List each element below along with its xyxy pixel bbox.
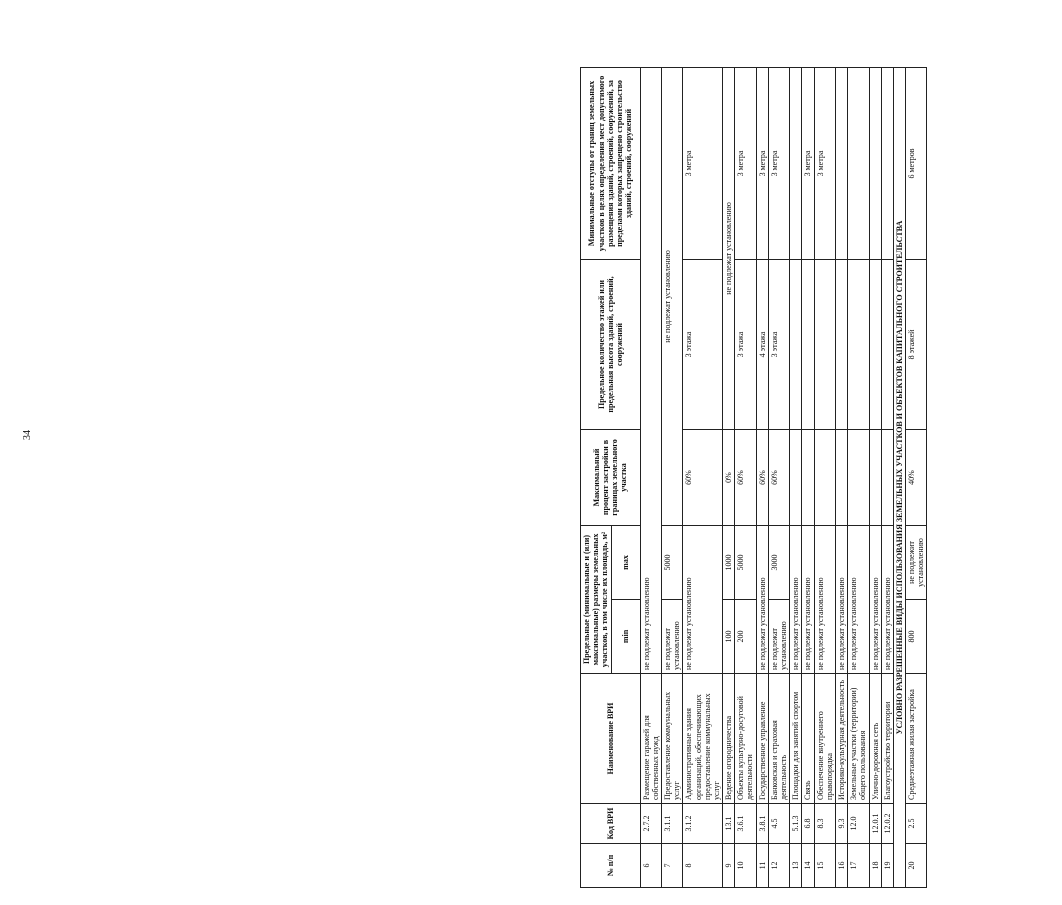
cell-name: Благоустройство территории bbox=[881, 674, 893, 804]
cell-max: не подлежит установлению bbox=[906, 526, 927, 600]
cell-build: 40% bbox=[906, 430, 927, 526]
cell-max: 5000 bbox=[661, 526, 682, 600]
cell-num: 7 bbox=[661, 844, 682, 888]
cell-name: Предоставление коммунальных услуг bbox=[661, 674, 682, 804]
cell-floors bbox=[848, 260, 869, 430]
cell-name: Административные здания организаций, обеспечивающих предоставление коммунальных услуг bbox=[683, 674, 723, 804]
cell-name: Площадки для занятий спортом bbox=[790, 674, 802, 804]
cell-build bbox=[790, 430, 802, 526]
table-row bbox=[735, 68, 756, 888]
cell-num: 20 bbox=[906, 844, 927, 888]
cell-num: 13 bbox=[790, 844, 802, 888]
cell-num: 19 bbox=[881, 844, 893, 888]
cell-floors bbox=[835, 260, 847, 430]
header-num: № п/п bbox=[581, 844, 641, 888]
cell-code: 6.8 bbox=[802, 804, 814, 844]
cell-minmax: не подлежат установлению bbox=[790, 526, 802, 674]
table-row bbox=[835, 68, 847, 888]
table-row bbox=[906, 68, 927, 888]
cell-setback: 3 метра bbox=[735, 68, 756, 260]
cell-num: 16 bbox=[835, 844, 847, 888]
table-row bbox=[881, 68, 893, 888]
cell-floors bbox=[802, 260, 814, 430]
cell-setback: 6 метров bbox=[906, 68, 927, 260]
page-number: 34 bbox=[22, 430, 33, 440]
header-max: max bbox=[611, 526, 640, 600]
cell-merged: не подлежат установлению bbox=[661, 68, 682, 526]
cell-minmax: не подлежат установлению bbox=[802, 526, 814, 674]
cell-minmax: не подлежат установлению bbox=[683, 526, 723, 674]
cell-setback: 3 метра bbox=[756, 68, 768, 260]
cell-name: Государственное управление bbox=[756, 674, 768, 804]
cell-build bbox=[802, 430, 814, 526]
cell-num: 18 bbox=[869, 844, 881, 888]
cell-code: 12.0.2 bbox=[881, 804, 893, 844]
table-row bbox=[661, 68, 682, 888]
cell-minmax: не подлежат установлению bbox=[848, 526, 869, 674]
cell-code: 2.5 bbox=[906, 804, 927, 844]
header-code: Код ВРИ bbox=[581, 804, 641, 844]
cell-code: 2.7.2 bbox=[640, 804, 661, 844]
cell-num: 8 bbox=[683, 844, 723, 888]
cell-floors: 4 этажа bbox=[756, 260, 768, 430]
rotated-table-container bbox=[580, 68, 1062, 888]
section-title-row bbox=[893, 68, 905, 888]
cell-max: 5000 bbox=[735, 526, 756, 600]
cell-code: 8.3 bbox=[814, 804, 835, 844]
cell-min: 100 bbox=[723, 600, 735, 674]
cell-setback bbox=[881, 68, 893, 260]
cell-name: Банковская и страховая деятельность bbox=[768, 674, 789, 804]
cell-name: Историко-культурная деятельность bbox=[835, 674, 847, 804]
header-setback: Минимальные отступы от границ земельных участков в целях определения мест допустимого размещения зданий, строений, сооружений, за пределами которых запрещено строительство зданий, строений, сооружений bbox=[581, 68, 641, 260]
cell-build bbox=[869, 430, 881, 526]
cell-code: 3.8.1 bbox=[756, 804, 768, 844]
section-title: УСЛОВНО РАЗРЕШЕННЫЕ ВИДЫ ИСПОЛЬЗОВАНИЯ ЗЕМЕЛЬНЫХ УЧАСТКОВ И ОБЪЕКТОВ КАПИТАЛЬНОГО СТРОИТЕЛЬСТВА bbox=[893, 68, 905, 888]
cell-code: 3.1.2 bbox=[683, 804, 723, 844]
cell-setback bbox=[869, 68, 881, 260]
cell-min: не подлежат установлению bbox=[768, 600, 789, 674]
cell-code: 12.0.1 bbox=[869, 804, 881, 844]
cell-num: 17 bbox=[848, 844, 869, 888]
cell-merged: не подлежат установлению bbox=[723, 68, 735, 430]
cell-floors bbox=[790, 260, 802, 430]
table-row bbox=[723, 68, 735, 888]
cell-code: 5.1.3 bbox=[790, 804, 802, 844]
cell-minmax: не подлежат установлению bbox=[756, 526, 768, 674]
cell-max: 1000 bbox=[723, 526, 735, 600]
cell-floors bbox=[881, 260, 893, 430]
cell-build bbox=[835, 430, 847, 526]
cell-minmax: не подлежат установлению bbox=[869, 526, 881, 674]
regulations-table bbox=[580, 67, 927, 888]
cell-floors: 3 этажа bbox=[768, 260, 789, 430]
cell-min: 800 bbox=[906, 600, 927, 674]
cell-code: 3.1.1 bbox=[661, 804, 682, 844]
table-row bbox=[790, 68, 802, 888]
table-row bbox=[802, 68, 814, 888]
cell-code: 3.6.1 bbox=[735, 804, 756, 844]
cell-build bbox=[848, 430, 869, 526]
table-row bbox=[814, 68, 835, 888]
cell-name: Улично-дорожная сеть bbox=[869, 674, 881, 804]
cell-setback bbox=[835, 68, 847, 260]
cell-setback: 3 метра bbox=[768, 68, 789, 260]
table-row bbox=[848, 68, 869, 888]
cell-setback: 3 метра bbox=[683, 68, 723, 260]
cell-num: 11 bbox=[756, 844, 768, 888]
cell-name: Размещение гаражей для собственных нужд bbox=[640, 674, 661, 804]
header-name: Наименование ВРИ bbox=[581, 674, 641, 804]
cell-build: 60% bbox=[756, 430, 768, 526]
cell-build bbox=[814, 430, 835, 526]
table-row bbox=[869, 68, 881, 888]
cell-name: Связь bbox=[802, 674, 814, 804]
table-row bbox=[683, 68, 723, 888]
cell-name: Обеспечение внутреннего правопорядка bbox=[814, 674, 835, 804]
cell-minmax: не подлежат установлению bbox=[835, 526, 847, 674]
cell-floors: 3 этажа bbox=[735, 260, 756, 430]
cell-num: 9 bbox=[723, 844, 735, 888]
cell-floors bbox=[814, 260, 835, 430]
cell-floors bbox=[869, 260, 881, 430]
table-row bbox=[756, 68, 768, 888]
cell-name: Среднеэтажная жилая застройка bbox=[906, 674, 927, 804]
cell-setback: 3 метра bbox=[814, 68, 835, 260]
cell-min: не подлежат установлению bbox=[661, 600, 682, 674]
cell-num: 6 bbox=[640, 844, 661, 888]
cell-merged: не подлежат установлению bbox=[640, 68, 661, 674]
cell-max: 3000 bbox=[768, 526, 789, 600]
cell-build: 60% bbox=[683, 430, 723, 526]
cell-build: 0% bbox=[723, 430, 735, 526]
cell-setback bbox=[790, 68, 802, 260]
header-floors: Предельное количество этажей или предельная высота зданий, строений, сооружений bbox=[581, 260, 641, 430]
cell-code: 4.5 bbox=[768, 804, 789, 844]
cell-code: 9.3 bbox=[835, 804, 847, 844]
cell-name: Земельные участки (территории) общего пользования bbox=[848, 674, 869, 804]
cell-build: 60% bbox=[735, 430, 756, 526]
cell-floors: 3 этажа bbox=[683, 260, 723, 430]
cell-code: 12.0 bbox=[848, 804, 869, 844]
header-size-group: Предельные (минимальные и (или) максимальные) размеры земельных участков, в том числе их площадь, м² bbox=[581, 526, 612, 674]
cell-num: 15 bbox=[814, 844, 835, 888]
cell-minmax: не подлежат установлению bbox=[881, 526, 893, 674]
cell-code: 13.1 bbox=[723, 804, 735, 844]
cell-min: 200 bbox=[735, 600, 756, 674]
cell-minmax: не подлежат установлению bbox=[814, 526, 835, 674]
table-row bbox=[640, 68, 661, 888]
header-min: min bbox=[611, 600, 640, 674]
table-row bbox=[768, 68, 789, 888]
cell-num: 10 bbox=[735, 844, 756, 888]
header-build-percent: Максимальный процент застройки в границах земельного участка bbox=[581, 430, 641, 526]
cell-name: Ведение огородничества bbox=[723, 674, 735, 804]
cell-build: 60% bbox=[768, 430, 789, 526]
cell-setback bbox=[848, 68, 869, 260]
cell-num: 14 bbox=[802, 844, 814, 888]
cell-name: Объекты культурно-досуговой деятельности bbox=[735, 674, 756, 804]
cell-num: 12 bbox=[768, 844, 789, 888]
cell-build bbox=[881, 430, 893, 526]
cell-setback: 3 метра bbox=[802, 68, 814, 260]
cell-floors: 8 этажей bbox=[906, 260, 927, 430]
